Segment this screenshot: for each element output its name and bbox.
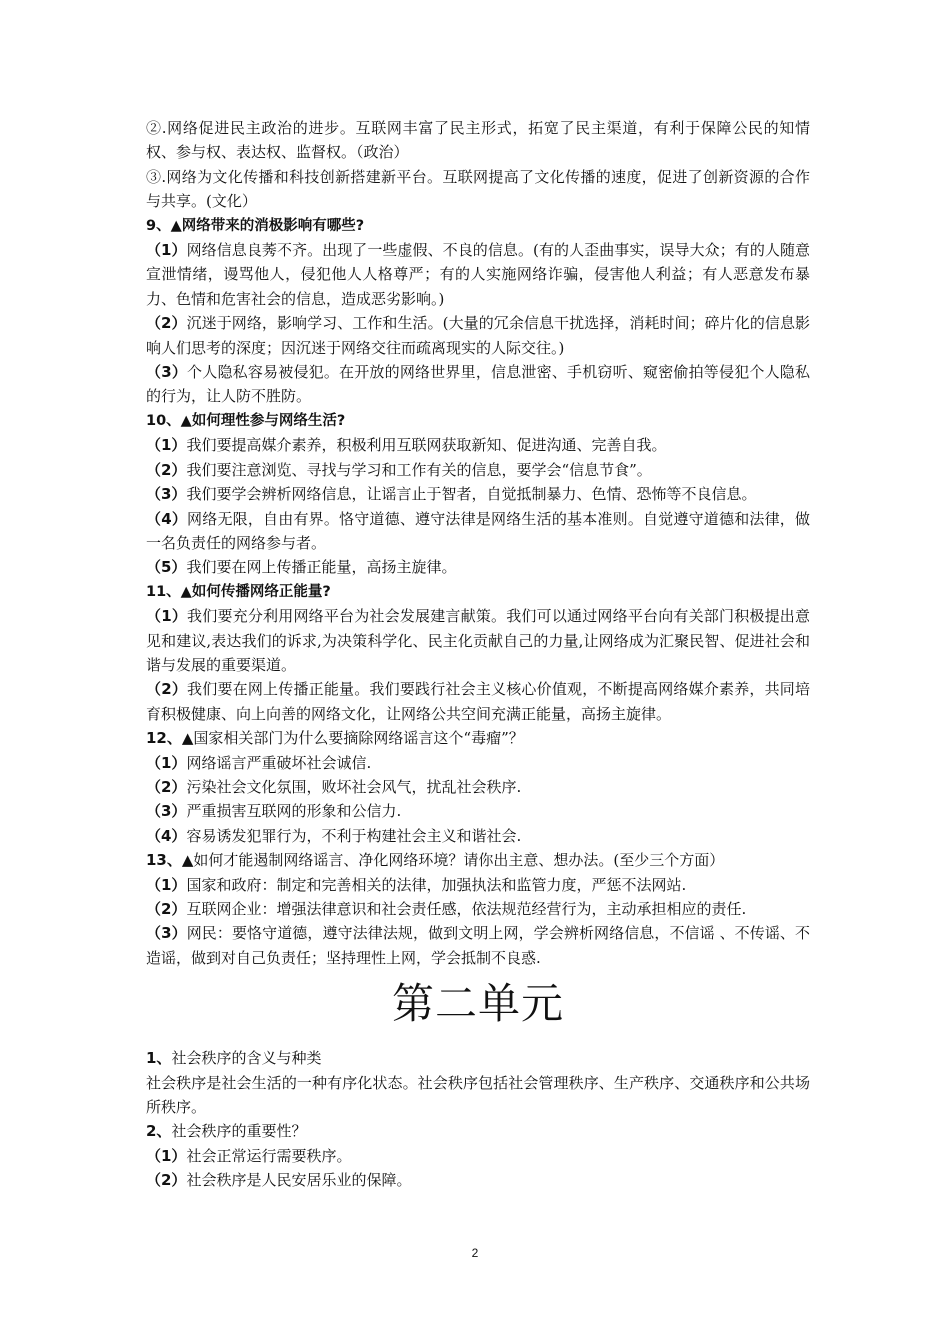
list-item: [146, 507, 810, 556]
item-text: 我们要注意浏览、寻找与学习和工作有关的信息，要学会“信息节食”。: [186, 460, 652, 479]
item-number: （2）: [146, 680, 188, 699]
list-item: [146, 824, 810, 848]
item-number: （4）: [146, 509, 188, 528]
paragraph: ③.网络为文化传播和科技创新搭建新平台。互联网提高了文化传播的速度，促进了创新资源的合作与共享。(文化）: [146, 167, 810, 211]
item-text: 我们要充分利用网络平台为社会发展建言献策。我们可以通过网络平台向有关部门积极提出意见和建议,表达我们的诉求,为决策科学化、民主化贡献自己的力量,让网络成为汇聚民智、促进社会和谐与发展的重要渠道。: [146, 607, 811, 674]
question-number: 12、: [146, 729, 182, 748]
paragraph: ②.网络促进民主政治的进步。互联网丰富了民主形式，拓宽了民主渠道，有利于保障公民的知情权、参与权、表达权、监督权。（政治）: [146, 119, 810, 162]
item-number: （1）: [146, 753, 187, 772]
item-text: 我们要学会辨析网络信息，让谣言止于智者，自觉抵制暴力、色情、恐怖等不良信息。: [186, 485, 757, 504]
question-heading: 9、▲网络带来的消极影响有哪些?: [146, 217, 365, 234]
item-number: （3）: [146, 485, 187, 504]
question-text: ▲如何才能遏制网络谣言、净化网络环境？请你出主意、想办法。(至少三个方面）: [181, 851, 725, 870]
question-number: 2、: [146, 1122, 172, 1141]
item-number: （2）: [146, 900, 187, 918]
item-number: （1）: [146, 1146, 187, 1165]
question-number: 13、: [146, 851, 182, 870]
list-item: [146, 1168, 810, 1192]
item-text: 网民：要恪守道德，遵守法律法规，做到文明上网，学会辨析网络信息，不信谣 、不传谣、不造谣，做到对自己负责任；坚持理性上网，学会抵制不良惑.: [146, 924, 810, 967]
question-heading: [146, 1119, 810, 1143]
list-item: [146, 751, 810, 775]
item-text: 沉迷于网络，影响学习、工作和生活。(大量的冗余信息干扰选择，消耗时间；碎片化的信息影响人们思考的深度；因沉迷于网络交往而疏离现实的人际交往。): [146, 314, 811, 357]
item-text: 国家和政府：制定和完善相关的法律，加强执法和监管力度，严惩不法网站.: [186, 875, 687, 894]
list-item: [146, 555, 810, 579]
item-number: （2）: [146, 1171, 187, 1190]
paragraph: 社会秩序是社会生活的一种有序化状态。社会秩序包括社会管理秩序、生产秩序、交通秩序和公共场所秩序。: [146, 1073, 810, 1117]
question-heading: [146, 726, 810, 750]
item-text: 严重损害互联网的形象和公信力.: [186, 802, 402, 821]
question-heading: 10、▲如何理性参与网络生活?: [146, 412, 346, 429]
item-number: （3）: [146, 363, 188, 382]
item-number: （2）: [146, 777, 187, 796]
item-text: 污染社会文化氛围，败坏社会风气，扰乱社会秩序.: [186, 777, 522, 796]
question-text: ▲国家相关部门为什么要摘除网络谣言这个“毒瘤”？: [181, 729, 524, 748]
item-number: （1）: [146, 436, 187, 455]
item-text: 我们要在网上传播正能量。我们要践行社会主义核心价值观，不断提高网络媒介素养，共同培育积极健康、向上向善的网络文化，让网络公共空间充满正能量，高扬主旋律。: [146, 680, 811, 723]
document-body: [146, 116, 810, 1193]
item-number: （4）: [146, 826, 187, 845]
list-item: [146, 360, 810, 409]
item-text: 社会正常运行需要秩序。: [186, 1146, 352, 1165]
item-text: 个人隐私容易被侵犯。在开放的网络世界里，信息泄密、手机窃听、窥密偷拍等侵犯个人隐私的行为，让人防不胜防。: [146, 363, 811, 406]
list-item: [146, 433, 810, 457]
item-text: 我们要在网上传播正能量，高扬主旋律。: [186, 558, 457, 577]
unit-title: 第二单元: [391, 979, 564, 1029]
question-number: 1、: [146, 1049, 172, 1068]
list-item: [146, 921, 810, 970]
item-text: 网络谣言严重破坏社会诚信.: [186, 753, 372, 772]
question-heading: [146, 1046, 810, 1070]
item-number: （1）: [146, 875, 187, 894]
list-item: [146, 238, 810, 311]
list-item: [146, 458, 810, 482]
item-number: （2）: [146, 314, 187, 333]
item-text: 互联网企业：增强法律意识和社会责任感，依法规范经营行为，主动承担相应的责任.: [186, 900, 747, 918]
page-number: 2: [471, 1246, 479, 1260]
list-item: [146, 873, 810, 897]
item-number: （2）: [146, 460, 187, 479]
item-number: （1）: [146, 241, 187, 260]
item-text: 容易诱发犯罪行为，不利于构建社会主义和谐社会.: [186, 826, 522, 845]
item-text: 社会秩序是人民安居乐业的保障。: [186, 1171, 412, 1190]
list-item: [146, 775, 810, 799]
item-text: 网络信息良莠不齐。出现了一些虚假、不良的信息。(有的人歪曲事实，误导大众；有的人随意宣泄情绪，谩骂他人，侵犯他人人格尊严；有的人实施网络诈骗，侵害他人利益；有人恶意发布暴力、色情和危害社会的信息，造成恶劣影响。): [146, 241, 811, 308]
item-text: 我们要提高媒介素养，积极利用互联网获取新知、促进沟通、完善自我。: [186, 436, 667, 455]
item-number: （3）: [146, 802, 187, 821]
item-number: （3）: [146, 924, 187, 943]
list-item: [146, 482, 810, 506]
list-item: [146, 897, 810, 921]
question-heading: [146, 848, 810, 872]
list-item: [146, 799, 810, 823]
list-item: [146, 311, 810, 360]
item-text: 网络无限，自由有界。恪守道德、遵守法律是网络生活的基本准则。自觉遵守道德和法律，做一名负责任的网络参与者。: [146, 509, 811, 552]
list-item: [146, 604, 810, 677]
list-item: [146, 1144, 810, 1168]
item-number: （1）: [146, 607, 188, 626]
list-item: [146, 677, 810, 726]
question-heading: 11、▲如何传播网络正能量?: [146, 583, 331, 600]
item-number: （5）: [146, 558, 187, 577]
question-text: 社会秩序的重要性？: [171, 1122, 307, 1141]
question-text: 社会秩序的含义与种类: [171, 1049, 322, 1068]
